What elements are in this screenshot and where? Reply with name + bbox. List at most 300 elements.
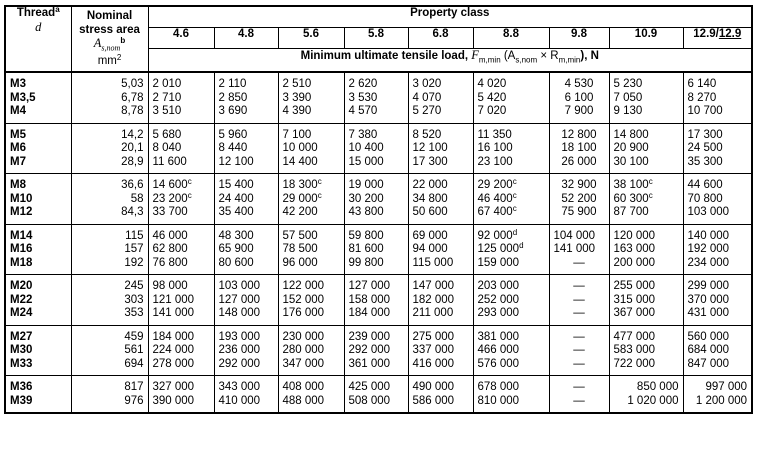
load-value-text: 2 110 (218, 78, 247, 90)
load-value-text: 35 400 (218, 206, 254, 218)
load-value (349, 381, 404, 395)
load-value (283, 280, 340, 294)
load-value-cell (473, 325, 549, 376)
min-load-formula-part-4: ), N (580, 50, 599, 62)
load-value (349, 129, 404, 143)
table-row (5, 275, 752, 326)
load-value-text: 22 000 (412, 179, 448, 191)
load-value-cell (549, 72, 609, 123)
load-value-text: 425 000 (348, 381, 391, 393)
load-value-cell (344, 224, 408, 275)
load-value-text: 252 000 (477, 293, 520, 306)
load-value-cell (408, 224, 473, 275)
load-value (153, 307, 210, 321)
load-value-text: 211 000 (412, 307, 454, 319)
load-value (153, 280, 210, 294)
load-value (283, 344, 340, 358)
stress-area-column-header (71, 6, 148, 72)
load-value-text: 1 020 000 (627, 394, 679, 407)
load-value-text: 87 700 (613, 206, 649, 218)
load-value (554, 105, 605, 119)
load-value-cell (408, 123, 473, 174)
class-header-10-9: 10.9 (609, 28, 683, 49)
load-value (614, 395, 679, 409)
load-value (219, 294, 274, 308)
load-value-text: 4 570 (348, 105, 378, 117)
load-value-text: 678 000 (477, 381, 520, 393)
load-value (349, 395, 404, 409)
load-value-text: 103 000 (218, 280, 261, 292)
min-load-sub-1: m,min (478, 55, 501, 65)
thread-cell (5, 174, 71, 225)
load-value (614, 142, 679, 156)
load-value-cell (549, 224, 609, 275)
load-value (413, 105, 469, 119)
load-value-text: 60 300 (613, 192, 649, 205)
load-value (614, 358, 679, 372)
load-value (413, 230, 469, 244)
load-value-text: 12 100 (218, 155, 254, 168)
load-value (614, 179, 679, 193)
load-value-cell (408, 174, 473, 225)
load-value-text: 7 380 (348, 128, 378, 141)
load-value (283, 381, 340, 395)
load-value (153, 381, 210, 395)
min-load-label: Minimum ultimate tensile load, (300, 50, 472, 62)
load-value-text: 239 000 (348, 330, 391, 343)
load-value (688, 358, 748, 372)
thread-size: M6 (10, 142, 26, 154)
load-value (478, 105, 545, 119)
load-value (219, 193, 274, 207)
load-value-text: 184 000 (152, 330, 195, 343)
stress-area-unit: mm (97, 54, 117, 67)
load-value (688, 381, 748, 395)
load-value-cell (214, 224, 278, 275)
load-value (413, 381, 469, 395)
load-value-text: 15 400 (218, 179, 254, 191)
stress-area-value: 8,78 (121, 105, 144, 117)
load-value-text: 98 000 (152, 280, 188, 292)
load-value-text: 586 000 (412, 394, 455, 407)
load-value (349, 243, 404, 257)
load-value (478, 129, 545, 143)
load-value-text: 50 600 (412, 206, 448, 218)
class-header-6-8: 6.8 (408, 28, 473, 49)
load-value-cell (683, 224, 752, 275)
load-value (153, 243, 210, 257)
stress-area-footnote-marker: b (120, 36, 126, 45)
load-value-text: 30 200 (348, 192, 384, 205)
load-value (554, 193, 605, 207)
load-value (688, 395, 748, 409)
load-value-text: 431 000 (687, 307, 730, 319)
stress-area-value: 115 (125, 229, 144, 242)
not-applicable-dash: — (573, 381, 585, 393)
load-value-text: 2 510 (282, 78, 312, 90)
load-value-text: 33 700 (152, 206, 188, 218)
load-value-cell (609, 275, 683, 326)
load-value (413, 129, 469, 143)
load-value (349, 105, 404, 119)
load-value (349, 331, 404, 345)
load-value-cell (473, 376, 549, 414)
load-value-text: 275 000 (412, 330, 455, 343)
load-value-text: 2 010 (152, 78, 182, 90)
load-value (153, 179, 210, 193)
load-value-text: 35 300 (687, 155, 723, 168)
load-value-text: 847 000 (687, 357, 730, 370)
load-value (349, 344, 404, 358)
load-value (153, 105, 210, 119)
load-value-text: 115 000 (412, 256, 454, 269)
load-value (283, 129, 340, 143)
load-value (283, 156, 340, 170)
load-value-text: 38 100 (613, 179, 649, 191)
load-value-text: 337 000 (412, 344, 455, 356)
stress-area-value: 157 (124, 243, 144, 255)
thread-cell (5, 72, 71, 123)
load-value (688, 344, 748, 358)
load-value-text: 127 000 (218, 293, 261, 306)
load-value-text: 19 000 (348, 179, 384, 191)
load-value-text: 11 350 (477, 128, 512, 141)
load-value-text: 163 000 (613, 243, 656, 255)
load-value (478, 294, 545, 308)
load-value (219, 381, 274, 395)
load-value-cell (214, 275, 278, 326)
load-value-cell (549, 174, 609, 225)
load-value-cell (683, 275, 752, 326)
load-value (478, 156, 545, 170)
load-value (413, 206, 469, 220)
load-value-text: 17 300 (412, 155, 448, 168)
load-value (152, 190, 210, 207)
load-value-text: 20 900 (613, 142, 649, 154)
stress-area-value: 6,78 (121, 91, 144, 104)
load-value-text: 75 900 (561, 206, 597, 218)
load-value (413, 358, 469, 372)
stress-area-cell (71, 72, 148, 123)
load-value (413, 344, 469, 358)
load-value (688, 142, 748, 156)
load-value-text: 381 000 (477, 330, 520, 343)
load-value-cell (473, 72, 549, 123)
class-header-4-8: 4.8 (214, 28, 278, 49)
not-applicable-dash: — (573, 280, 585, 292)
thread-footnote-marker: a (55, 5, 60, 14)
load-value-text: 15 000 (348, 155, 384, 168)
load-value-text: 361 000 (348, 357, 391, 370)
load-value-text: 12 100 (412, 142, 448, 154)
load-value-text: 7 020 (477, 105, 507, 117)
load-value (283, 257, 340, 271)
load-value-text: 120 000 (613, 229, 656, 242)
stress-area-value: 5,03 (121, 78, 144, 90)
load-value-text: 80 600 (218, 256, 254, 269)
load-value-text: 11 600 (152, 155, 187, 168)
load-value (478, 331, 545, 345)
load-value (478, 243, 545, 257)
not-applicable-dash: — (573, 307, 585, 319)
load-value-cell (609, 123, 683, 174)
load-value-text: 7 050 (613, 91, 643, 104)
load-value-text: 46 400 (477, 192, 513, 205)
footnote-marker: c (512, 204, 517, 213)
load-value-cell (683, 376, 752, 414)
load-value-text: 30 100 (613, 155, 649, 168)
load-value (283, 105, 340, 119)
load-value-cell (609, 376, 683, 414)
load-value (219, 280, 274, 294)
load-value (554, 294, 605, 308)
load-value-text: 14 600 (152, 179, 188, 191)
load-value (554, 78, 605, 92)
load-value (554, 381, 605, 395)
load-value (614, 381, 679, 395)
load-value-text: 1 200 000 (695, 394, 748, 407)
thread-size: M30 (10, 344, 33, 356)
load-value (614, 92, 679, 106)
load-value-text: 12 800 (561, 128, 597, 141)
stress-area-value: 561 (124, 344, 144, 356)
load-value (478, 78, 545, 92)
load-value-text: 234 000 (687, 256, 730, 269)
load-value-text: 94 000 (412, 243, 448, 255)
load-value-cell (549, 376, 609, 414)
load-value (283, 307, 340, 321)
load-value (283, 142, 340, 156)
load-value-cell (473, 123, 549, 174)
load-value (283, 358, 340, 372)
load-value-text: 65 900 (218, 243, 254, 255)
load-value (554, 395, 605, 409)
load-value-text: 224 000 (152, 344, 195, 356)
load-value-text: 343 000 (218, 381, 261, 393)
load-value (478, 92, 545, 106)
thread-size: M27 (10, 330, 33, 343)
load-value-text: 10 700 (687, 105, 723, 117)
load-value (413, 92, 469, 106)
load-value-text: 122 000 (282, 280, 325, 292)
load-value-text: 34 800 (412, 192, 448, 205)
load-value (219, 331, 274, 345)
load-value (153, 230, 210, 244)
load-value-text: 103 000 (687, 206, 730, 218)
load-value-text: 24 500 (687, 142, 723, 154)
footnote-marker: c (512, 177, 517, 186)
load-value (219, 142, 274, 156)
load-value-cell (683, 325, 752, 376)
thread-cell (5, 123, 71, 174)
load-value-cell (344, 275, 408, 326)
load-value (477, 190, 545, 207)
load-value (413, 395, 469, 409)
load-value-cell (214, 72, 278, 123)
load-value (349, 280, 404, 294)
load-value-text: 24 400 (218, 192, 254, 205)
load-value-text: 141 000 (152, 307, 195, 319)
load-value-text: 390 000 (152, 394, 195, 407)
load-value (688, 206, 748, 220)
load-value (153, 206, 210, 220)
load-value-text: 127 000 (348, 280, 391, 292)
load-value (413, 331, 469, 345)
load-value-cell (609, 224, 683, 275)
thread-size: M8 (10, 179, 26, 191)
load-value-text: 200 000 (613, 256, 656, 269)
load-value-text: 92 000 (477, 229, 513, 242)
load-value-cell (683, 174, 752, 225)
table-row (5, 123, 752, 174)
footnote-marker: c (512, 190, 517, 200)
load-value (219, 105, 274, 119)
load-value (283, 78, 340, 92)
load-value-cell (278, 174, 344, 225)
load-value-text: 5 960 (218, 128, 248, 141)
load-value-text: 18 300 (282, 179, 318, 191)
load-value-cell (148, 275, 214, 326)
load-value (688, 105, 748, 119)
footnote-marker: c (317, 190, 322, 200)
load-value (554, 92, 605, 106)
load-value-text: 81 600 (348, 243, 384, 255)
load-value-text: 176 000 (282, 307, 325, 319)
load-value (219, 129, 274, 143)
min-ultimate-tensile-load-header (148, 49, 752, 73)
load-value-text: 327 000 (152, 381, 195, 393)
stress-area-cell (71, 325, 148, 376)
stress-area-cell (71, 224, 148, 275)
load-value-text: 292 000 (218, 357, 261, 370)
load-value-text: 193 000 (218, 330, 261, 343)
load-value (478, 257, 545, 271)
load-value-text: 9 130 (613, 105, 643, 117)
load-value (153, 344, 210, 358)
thread-size: M5 (10, 128, 26, 141)
stress-area-value: 976 (124, 394, 144, 407)
stress-area-value: 303 (124, 293, 144, 306)
thread-size: M14 (10, 229, 33, 242)
load-value-text: 57 500 (282, 229, 318, 242)
load-value (688, 129, 748, 143)
load-value (478, 142, 545, 156)
load-value-text: 6 100 (564, 91, 594, 104)
load-value (413, 78, 469, 92)
thread-size: M22 (10, 293, 33, 306)
load-value (688, 156, 748, 170)
load-value (413, 142, 469, 156)
stress-area-value: 459 (124, 330, 144, 343)
tensile-load-table-container (4, 5, 753, 414)
stress-area-value: 353 (124, 307, 144, 319)
min-load-symbol-f: F (471, 48, 479, 62)
load-value-cell (549, 275, 609, 326)
load-value-text: 255 000 (613, 280, 656, 292)
load-value-text: 8 040 (152, 142, 182, 154)
load-value-text: 7 100 (282, 128, 312, 141)
load-value (219, 243, 274, 257)
load-value-text: 560 000 (687, 330, 730, 343)
load-value (554, 179, 605, 193)
load-value-cell (549, 325, 609, 376)
thread-size: M18 (10, 256, 33, 269)
load-value (688, 243, 748, 257)
load-value-text: 4 390 (282, 105, 312, 117)
thread-size: M3,5 (10, 91, 36, 104)
thread-cell (5, 325, 71, 376)
load-value-text: 292 000 (348, 344, 391, 356)
load-value-cell (278, 72, 344, 123)
load-value (688, 280, 748, 294)
load-value (614, 156, 679, 170)
load-value-text: 408 000 (282, 381, 325, 393)
load-value-cell (278, 325, 344, 376)
stress-area-unit-exponent: 2 (116, 52, 122, 62)
load-value-cell (473, 275, 549, 326)
load-value-text: 230 000 (282, 330, 325, 343)
load-value (283, 206, 340, 220)
table-row (5, 72, 752, 123)
load-value (283, 243, 340, 257)
load-value (283, 331, 340, 345)
load-value-text: 280 000 (282, 344, 325, 356)
thread-column-header (5, 6, 71, 72)
footnote-marker: c (317, 177, 322, 186)
table-row (5, 224, 752, 275)
load-value-cell (344, 123, 408, 174)
load-value (413, 156, 469, 170)
load-value-text: 203 000 (477, 280, 520, 292)
load-value-text: 6 140 (687, 78, 717, 90)
load-value-text: 17 300 (687, 128, 723, 141)
load-value (614, 344, 679, 358)
load-value-text: 121 000 (152, 293, 195, 306)
load-value-text: 141 000 (553, 243, 596, 255)
load-value-cell (344, 325, 408, 376)
footnote-marker: c (648, 190, 653, 200)
load-value-cell (344, 376, 408, 414)
stress-area-cell (71, 376, 148, 414)
load-value-text: 4 070 (412, 91, 442, 104)
property-class-header: Property class (148, 6, 752, 28)
load-value-text: 367 000 (613, 307, 656, 319)
load-value-text: 583 000 (613, 344, 656, 356)
load-value (478, 358, 545, 372)
load-value-text: 67 400 (477, 206, 513, 218)
class-header-9-8: 9.8 (549, 28, 609, 49)
load-value (614, 105, 679, 119)
load-value-cell (549, 123, 609, 174)
not-applicable-dash: — (573, 256, 585, 269)
load-value-text: 44 600 (687, 179, 723, 191)
load-value-text: 147 000 (412, 280, 455, 292)
thread-size: M7 (10, 155, 26, 168)
load-value-text: 810 000 (477, 394, 520, 407)
footnote-marker: c (648, 177, 653, 186)
load-value-text: 850 000 (636, 381, 679, 393)
load-value-text: 16 100 (477, 142, 513, 154)
stress-area-value: 192 (124, 256, 144, 269)
class-header-4-6: 4.6 (148, 28, 214, 49)
class-header-12-9-underlined: 12.9 (718, 28, 742, 40)
load-value-text: 4 020 (477, 78, 507, 90)
stress-area-subscript: s,nom (101, 43, 121, 53)
thread-label: Thread (16, 7, 56, 19)
not-applicable-dash: — (573, 357, 585, 370)
load-value (283, 92, 340, 106)
load-value-text: 997 000 (705, 381, 748, 393)
